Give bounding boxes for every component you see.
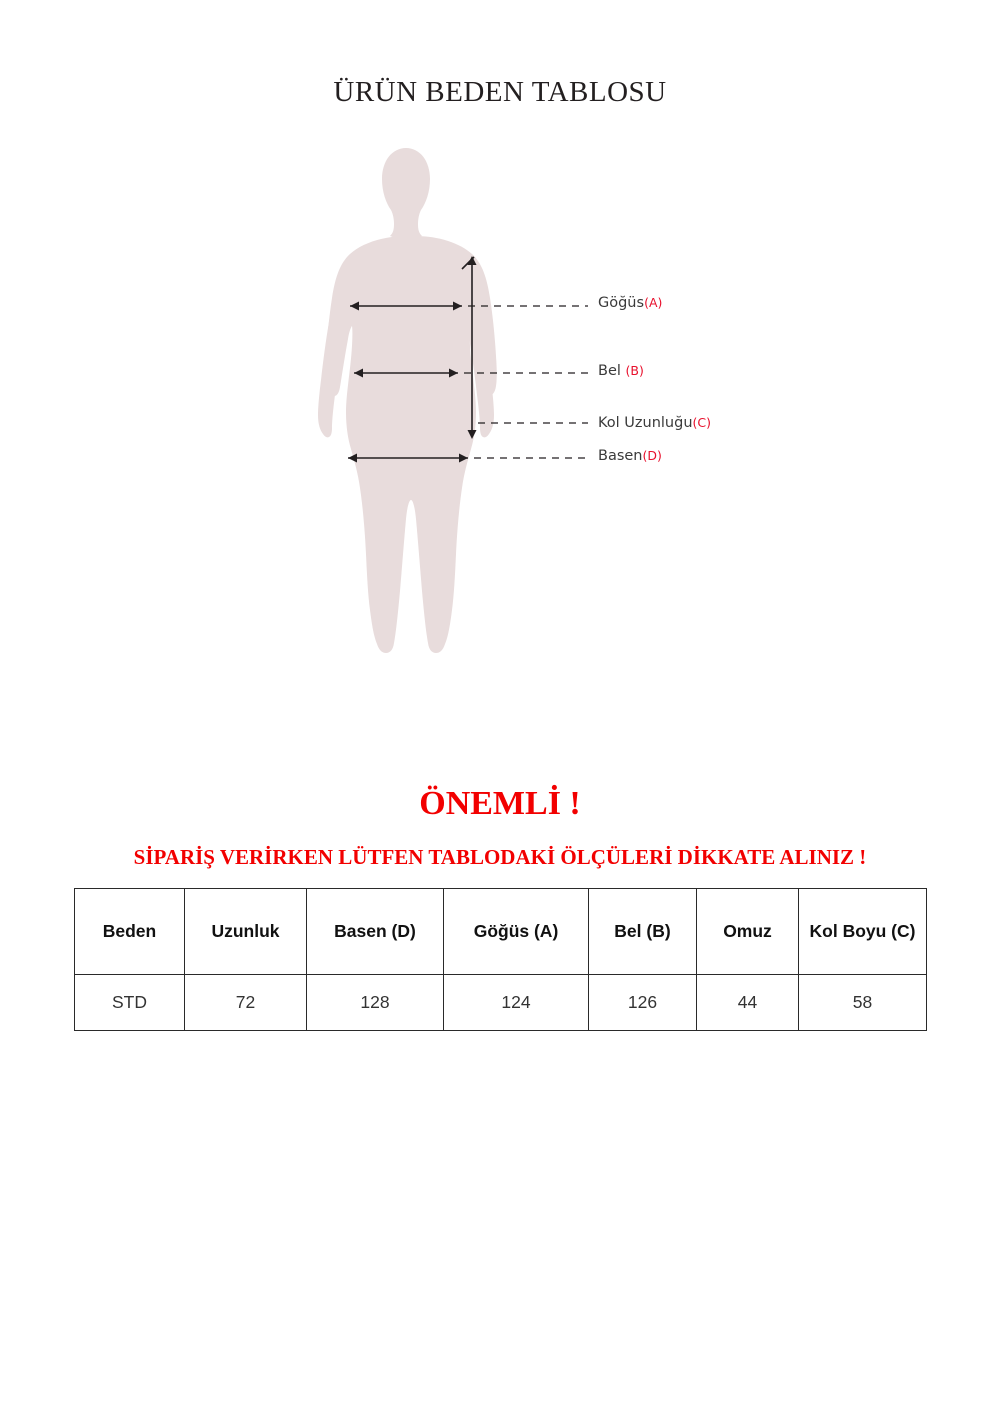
- callout-sleeve-label: Kol Uzunluğu: [598, 415, 693, 431]
- callout-waist: [598, 363, 644, 379]
- cell-beden: STD: [75, 975, 185, 1031]
- callout-hip-label: Basen: [598, 448, 643, 464]
- callout-waist-label: Bel: [598, 363, 626, 379]
- cell-uzunluk: 72: [185, 975, 307, 1031]
- callout-waist-code: (B): [625, 363, 644, 378]
- cell-kol-boyu: 58: [799, 975, 927, 1031]
- cell-omuz: 44: [697, 975, 799, 1031]
- callout-hip: [598, 448, 662, 464]
- column-header-kol-boyu: Kol Boyu (C): [799, 889, 927, 975]
- column-header-basen: Basen (D): [307, 889, 444, 975]
- column-header-beden: Beden: [75, 889, 185, 975]
- important-heading: ÖNEMLİ !: [419, 785, 581, 822]
- cell-basen: 128: [307, 975, 444, 1031]
- callout-bust-code: (A): [644, 295, 663, 310]
- column-header-bel: Bel (B): [589, 889, 697, 975]
- measurement-figure: [210, 130, 810, 770]
- page-title: ÜRÜN BEDEN TABLOSU: [333, 76, 667, 108]
- callout-bust-label: Göğüs: [598, 295, 645, 311]
- table-row: [75, 975, 927, 1031]
- table-header-row: [75, 889, 927, 975]
- callout-sleeve: [598, 415, 711, 431]
- size-table: [74, 888, 927, 1031]
- column-header-uzunluk: Uzunluk: [185, 889, 307, 975]
- important-notice-text: SİPARİŞ VERİRKEN LÜTFEN TABLODAKİ ÖLÇÜLERİ DİKKATE ALINIZ !: [133, 845, 867, 869]
- cell-bel: 126: [589, 975, 697, 1031]
- callout-hip-code: (D): [642, 448, 662, 463]
- callout-bust: [598, 295, 662, 311]
- body-silhouette-icon: [210, 130, 810, 770]
- cell-gogus: 124: [444, 975, 589, 1031]
- column-header-gogus: Göğüs (A): [444, 889, 589, 975]
- callout-sleeve-code: (C): [692, 415, 711, 430]
- column-header-omuz: Omuz: [697, 889, 799, 975]
